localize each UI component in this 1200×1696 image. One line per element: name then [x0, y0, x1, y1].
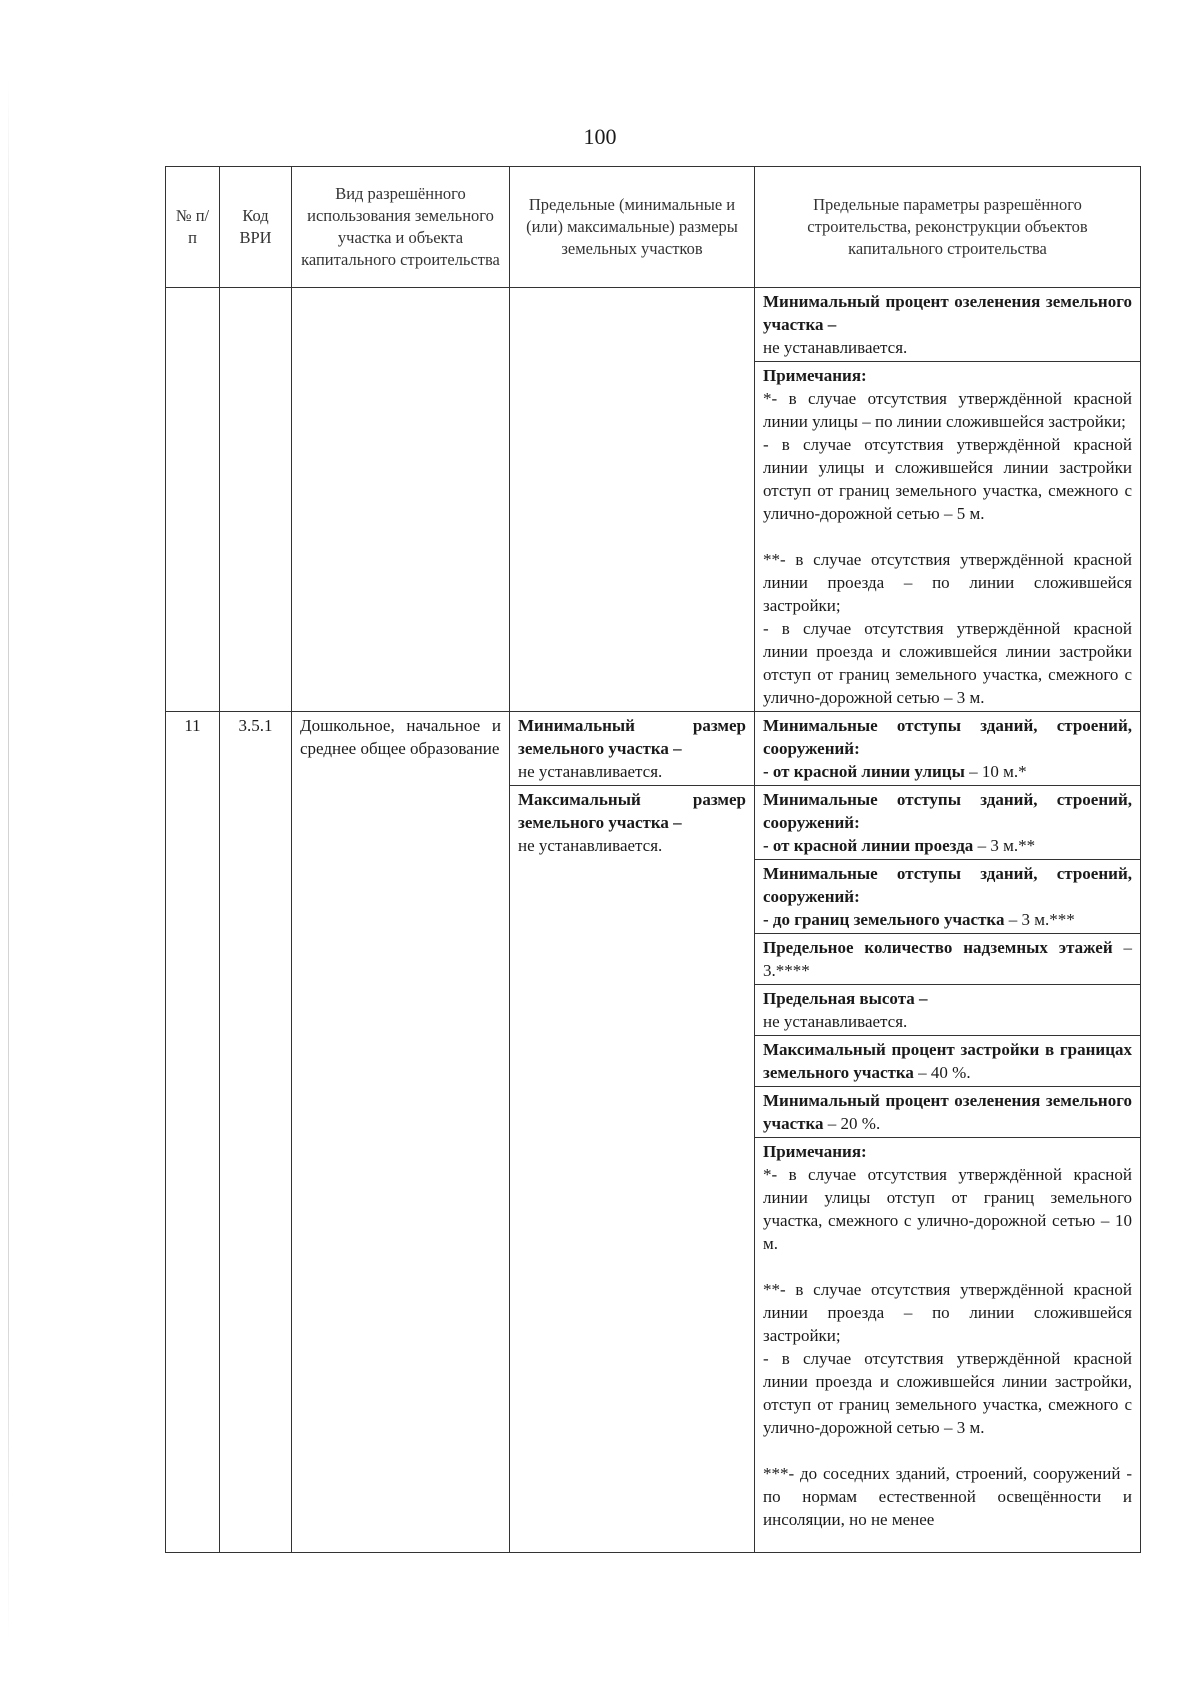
cont-notes-title: Примечания: — [763, 366, 867, 385]
row11-note-1: *- в случае отсутствия утверждённой красной линии улицы отступ от границ земельного участка, смежного с улично-дорожной сетью – 10 м. — [763, 1165, 1132, 1253]
row11-param-6 — [755, 1036, 1141, 1087]
row11-param-1-label: Минимальные отступы зданий, строений, сооружений: — [763, 716, 1132, 758]
row11-min-size-label: Минимальный размер земельного участка – — [518, 716, 746, 758]
cont-use-cell — [292, 288, 510, 712]
row11-number: 11 — [166, 712, 220, 1553]
row11-param-2 — [755, 786, 1141, 860]
row11-param-5-value: не устанавливается. — [763, 1012, 908, 1031]
row11-param-3-value-label: - до границ земельного участка — [763, 910, 1005, 929]
header-permitted-use: Вид разрешённого использования земельного участка и объекта капитального строительства — [292, 167, 510, 288]
row11-param-7-label: Минимальный процент озеленения земельного участка — [763, 1091, 1132, 1133]
row11-param-2-value: – 3 м.** — [973, 836, 1036, 855]
cont-note-2b: - в случае отсутствия утверждённой красной линии проезда и сложившейся линии застройки отступ от границ земельного участка, смежного с улично-дорожной сетью – 3 м. — [763, 619, 1132, 707]
row11-max-size-label: Максимальный размер земельного участка – — [518, 790, 746, 832]
table-row-11 — [166, 712, 1141, 786]
parameters-table — [165, 166, 1141, 1553]
cont-green-cell — [755, 288, 1141, 362]
header-code: Код ВРИ — [220, 167, 292, 288]
cont-note-1b: - в случае отсутствия утверждённой красной линии улицы и сложившейся линии застройки отступ от границ земельного участка, смежного с улично-дорожной сетью – 5 м. — [763, 435, 1132, 523]
row11-min-size-cell — [510, 712, 755, 786]
row11-max-size-value: не устанавливается. — [518, 836, 663, 855]
row11-param-4 — [755, 934, 1141, 985]
row11-param-7-value: – 20 %. — [823, 1114, 881, 1133]
cont-number-cell — [166, 288, 220, 712]
row11-param-7 — [755, 1087, 1141, 1138]
header-number: № п/п — [166, 167, 220, 288]
row11-param-5-label: Предельная высота – — [763, 989, 928, 1008]
row11-code: 3.5.1 — [220, 712, 292, 1553]
row11-param-3-label: Минимальные отступы зданий, строений, сооружений: — [763, 864, 1132, 906]
row11-param-3-value: – 3 м.*** — [1004, 910, 1075, 929]
row11-param-2-value-label: - от красной линии проезда — [763, 836, 974, 855]
row11-max-size-cell — [510, 786, 755, 1553]
row11-note-2b: - в случае отсутствия утверждённой красной линии проезда и сложившейся линии застройки, отступ от границ земельного участка, смежного с улично-дорожной сетью – 3 м. — [763, 1349, 1132, 1437]
header-construction-params: Предельные параметры разрешённого строительства, реконструкции объектов капитального строительства — [755, 167, 1141, 288]
row11-min-size-value: не устанавливается. — [518, 762, 663, 781]
row11-param-3 — [755, 860, 1141, 934]
row11-use: Дошкольное, начальное и среднее общее образование — [292, 712, 510, 1553]
cont-size-cell — [510, 288, 755, 712]
cont-note-1a: *- в случае отсутствия утверждённой красной линии улицы – по линии сложившейся застройки; — [763, 389, 1132, 431]
row11-note-3: ***- до соседних зданий, строений, сооружений - по нормам естественной освещённости и инсоляции, но не менее — [763, 1464, 1132, 1529]
row11-param-1-value: – 10 м.* — [964, 762, 1027, 781]
row11-notes-cell — [755, 1138, 1141, 1553]
table-row-continued — [166, 288, 1141, 362]
row11-param-4-value: – 3.**** — [763, 938, 1133, 980]
row11-param-4-label: Предельное количество надземных этажей — [763, 938, 1113, 957]
cont-code-cell — [220, 288, 292, 712]
cont-notes-cell — [755, 362, 1141, 712]
row11-param-5 — [755, 985, 1141, 1036]
cont-green-value: не устанавливается. — [763, 338, 908, 357]
row11-param-2-label: Минимальные отступы зданий, строений, сооружений: — [763, 790, 1132, 832]
row11-param-1 — [755, 712, 1141, 786]
row11-note-2a: **- в случае отсутствия утверждённой красной линии проезда – по линии сложившейся застройки; — [763, 1280, 1132, 1345]
row11-notes-title: Примечания: — [763, 1142, 867, 1161]
cont-green-label: Минимальный процент озеленения земельного участка – — [763, 292, 1132, 334]
page-number: 100 — [583, 124, 617, 149]
scan-edge-line — [8, 80, 9, 1640]
row11-param-6-label: Максимальный процент застройки в границах земельного участка — [763, 1040, 1132, 1082]
row11-param-1-value-label: - от красной линии улицы — [763, 762, 965, 781]
header-plot-size: Предельные (минимальные и (или) максимальные) размеры земельных участков — [510, 167, 755, 288]
row11-param-6-value: – 40 %. — [913, 1063, 971, 1082]
table-header-row — [166, 167, 1141, 288]
cont-note-2a: **- в случае отсутствия утверждённой красной линии проезда – по линии сложившейся застройки; — [763, 550, 1132, 615]
